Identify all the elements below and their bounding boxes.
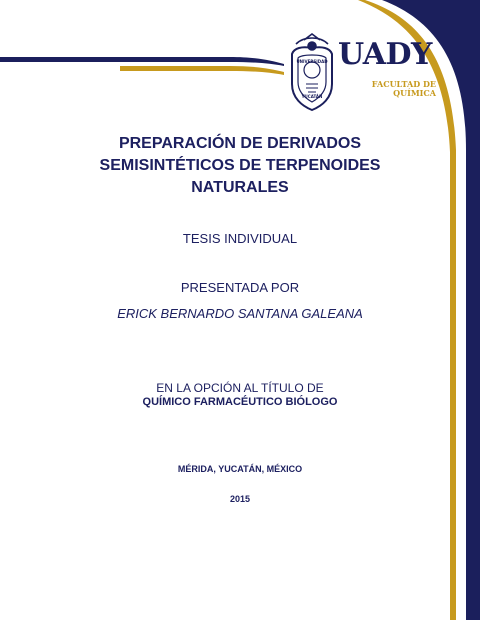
degree-option-line: EN LA OPCIÓN AL TÍTULO DE	[156, 381, 324, 395]
university-name: UADY	[338, 37, 432, 72]
presented-by: PRESENTADA POR	[180, 280, 300, 295]
author-name: ERICK BERNARDO SANTANA GALEANA	[117, 306, 363, 321]
title-line-2: SEMISINTÉTICOS DE TERPENOIDES	[99, 157, 381, 174]
thesis-type: TESIS INDIVIDUAL	[182, 231, 298, 246]
thesis-title	[90, 133, 390, 199]
title-line-1: PREPARACIÓN DE DERIVADOS	[118, 135, 362, 152]
faculty-line-1: FACULTAD DE	[371, 79, 436, 89]
place: MÉRIDA, YUCATÁN, MÉXICO	[177, 464, 303, 474]
faculty-name	[366, 80, 436, 98]
gold-header-stripe	[120, 66, 284, 75]
seal-text-top: UNIVERSIDAD	[296, 59, 328, 64]
seal-text-bottom: YUCATÁN	[301, 94, 323, 99]
degree-title: QUÍMICO FARMACÉUTICO BIÓLOGO	[142, 396, 338, 408]
faculty-line-2: QUÍMICA	[393, 88, 436, 98]
title-line-3: NATURALES	[191, 179, 289, 196]
navy-header-stripe	[0, 57, 284, 66]
year: 2015	[229, 494, 251, 504]
